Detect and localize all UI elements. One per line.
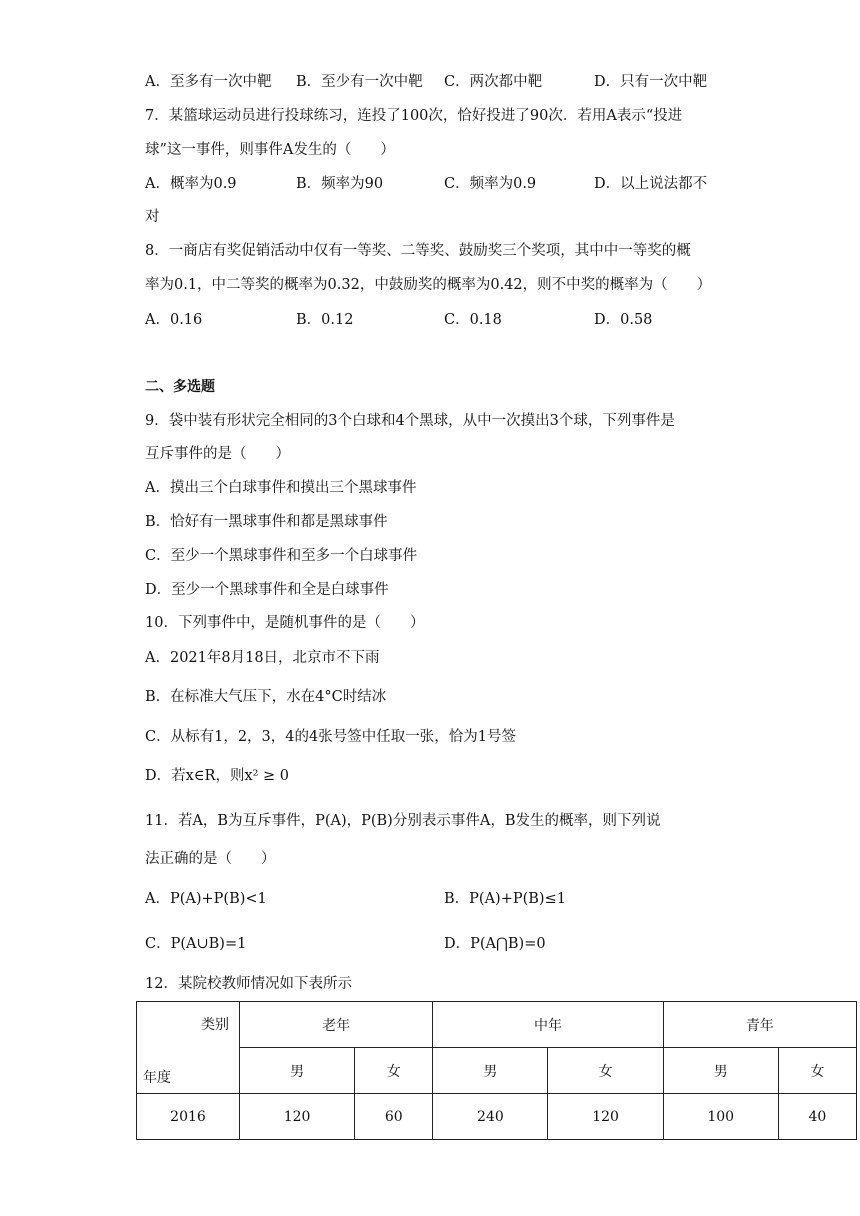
q8-stem-line1: 8．一商店有奖促销活动中仅有一等奖、二等奖、鼓励奖三个奖项，其中中一等奖的概 <box>145 243 691 259</box>
q7-option-b: B．频率为90 <box>296 176 384 192</box>
table-sub-header: 女 <box>548 1048 663 1094</box>
q6-option-c: C．两次都中靶 <box>444 74 543 90</box>
table-row <box>137 1094 857 1140</box>
table-cell: 240 <box>433 1094 548 1140</box>
q11-stem-line1: 11．若A，B为互斥事件，P(A)，P(B)分别表示事件A，B发生的概率，则下列说 <box>145 813 661 829</box>
q8-option-a: A．0.16 <box>145 312 203 328</box>
table-group-header: 中年 <box>433 1002 663 1048</box>
q11-option-d: D．P(A⋂B)=0 <box>444 936 546 952</box>
table-sub-header: 女 <box>778 1048 856 1094</box>
table-cell: 120 <box>548 1094 663 1140</box>
q9-option-a: A．摸出三个白球事件和摸出三个黑球事件 <box>145 480 417 496</box>
table-cell: 60 <box>355 1094 433 1140</box>
table-sub-header: 男 <box>663 1048 778 1094</box>
table-sub-header: 男 <box>240 1048 355 1094</box>
q8-option-c: C．0.18 <box>444 312 502 328</box>
q12-stem: 12．某院校教师情况如下表所示 <box>145 976 352 992</box>
q9-option-b: B．恰好有一黑球事件和都是黑球事件 <box>145 514 388 530</box>
table-cell: 120 <box>240 1094 355 1140</box>
q10-option-c: C．从标有1，2，3，4的4张号签中任取一张，恰为1号签 <box>145 729 516 745</box>
q10-option-b: B．在标准大气压下，水在4°C时结冰 <box>145 689 387 705</box>
table-sub-header: 女 <box>355 1048 433 1094</box>
q6-option-d: D．只有一次中靶 <box>594 74 708 90</box>
q8-option-d: D．0.58 <box>594 312 653 328</box>
table-cell: 100 <box>663 1094 778 1140</box>
q9-stem-line1: 9．袋中装有形状完全相同的3个白球和4个黑球，从中一次摸出3个球，下列事件是 <box>145 413 675 429</box>
section-heading-multiple-choice: 二、多选题 <box>145 379 215 395</box>
q10-option-d: D．若x∈R，则x² ≥ 0 <box>145 768 290 784</box>
q7-option-a: A．概率为0.9 <box>145 176 237 192</box>
q11-option-c: C．P(A∪B)=1 <box>145 936 247 952</box>
q9-option-c: C．至少一个黑球事件和至多一个白球事件 <box>145 548 418 564</box>
teacher-statistics-table <box>136 1001 857 1140</box>
q9-stem-line2: 互斥事件的是（ ） <box>145 446 290 462</box>
q10-stem: 10．下列事件中，是随机事件的是（ ） <box>145 615 425 631</box>
q11-option-a: A．P(A)+P(B)<1 <box>145 891 267 907</box>
q8-option-b: B．0.12 <box>296 312 354 328</box>
table-group-header: 老年 <box>240 1002 433 1048</box>
q7-stem-line1: 7．某篮球运动员进行投球练习，连投了100次，恰好投进了90次．若用A表示“投进 <box>145 108 683 124</box>
q7-stem-line2: 球”这一事件，则事件A发生的（ ） <box>145 142 395 158</box>
table-sub-header: 男 <box>433 1048 548 1094</box>
table-corner-year-label: 年度 <box>143 1070 171 1086</box>
q11-option-b: B．P(A)+P(B)≤1 <box>444 891 566 907</box>
q7-option-c: C．频率为0.9 <box>444 176 537 192</box>
q6-option-b: B．至少有一次中靶 <box>296 74 423 90</box>
q6-option-a: A．至多有一次中靶 <box>145 74 272 90</box>
q9-option-d: D．至少一个黑球事件和全是白球事件 <box>145 582 389 598</box>
q11-stem-line2: 法正确的是（ ） <box>145 851 276 867</box>
q8-stem-line2: 率为0.1，中二等奖的概率为0.32，中鼓励奖的概率为0.42，则不中奖的概率为（ ） <box>145 277 712 293</box>
table-cell-year: 2016 <box>137 1094 240 1140</box>
q7-option-d: D．以上说法都不 <box>594 176 708 192</box>
table-cell: 40 <box>778 1094 856 1140</box>
q10-option-a: A．2021年8月18日，北京市不下雨 <box>145 650 380 666</box>
q7-option-d-continued: 对 <box>145 209 160 225</box>
table-corner-cell <box>137 1002 240 1094</box>
table-group-header: 青年 <box>663 1002 856 1048</box>
table-corner-category-label: 类别 <box>201 1017 229 1033</box>
